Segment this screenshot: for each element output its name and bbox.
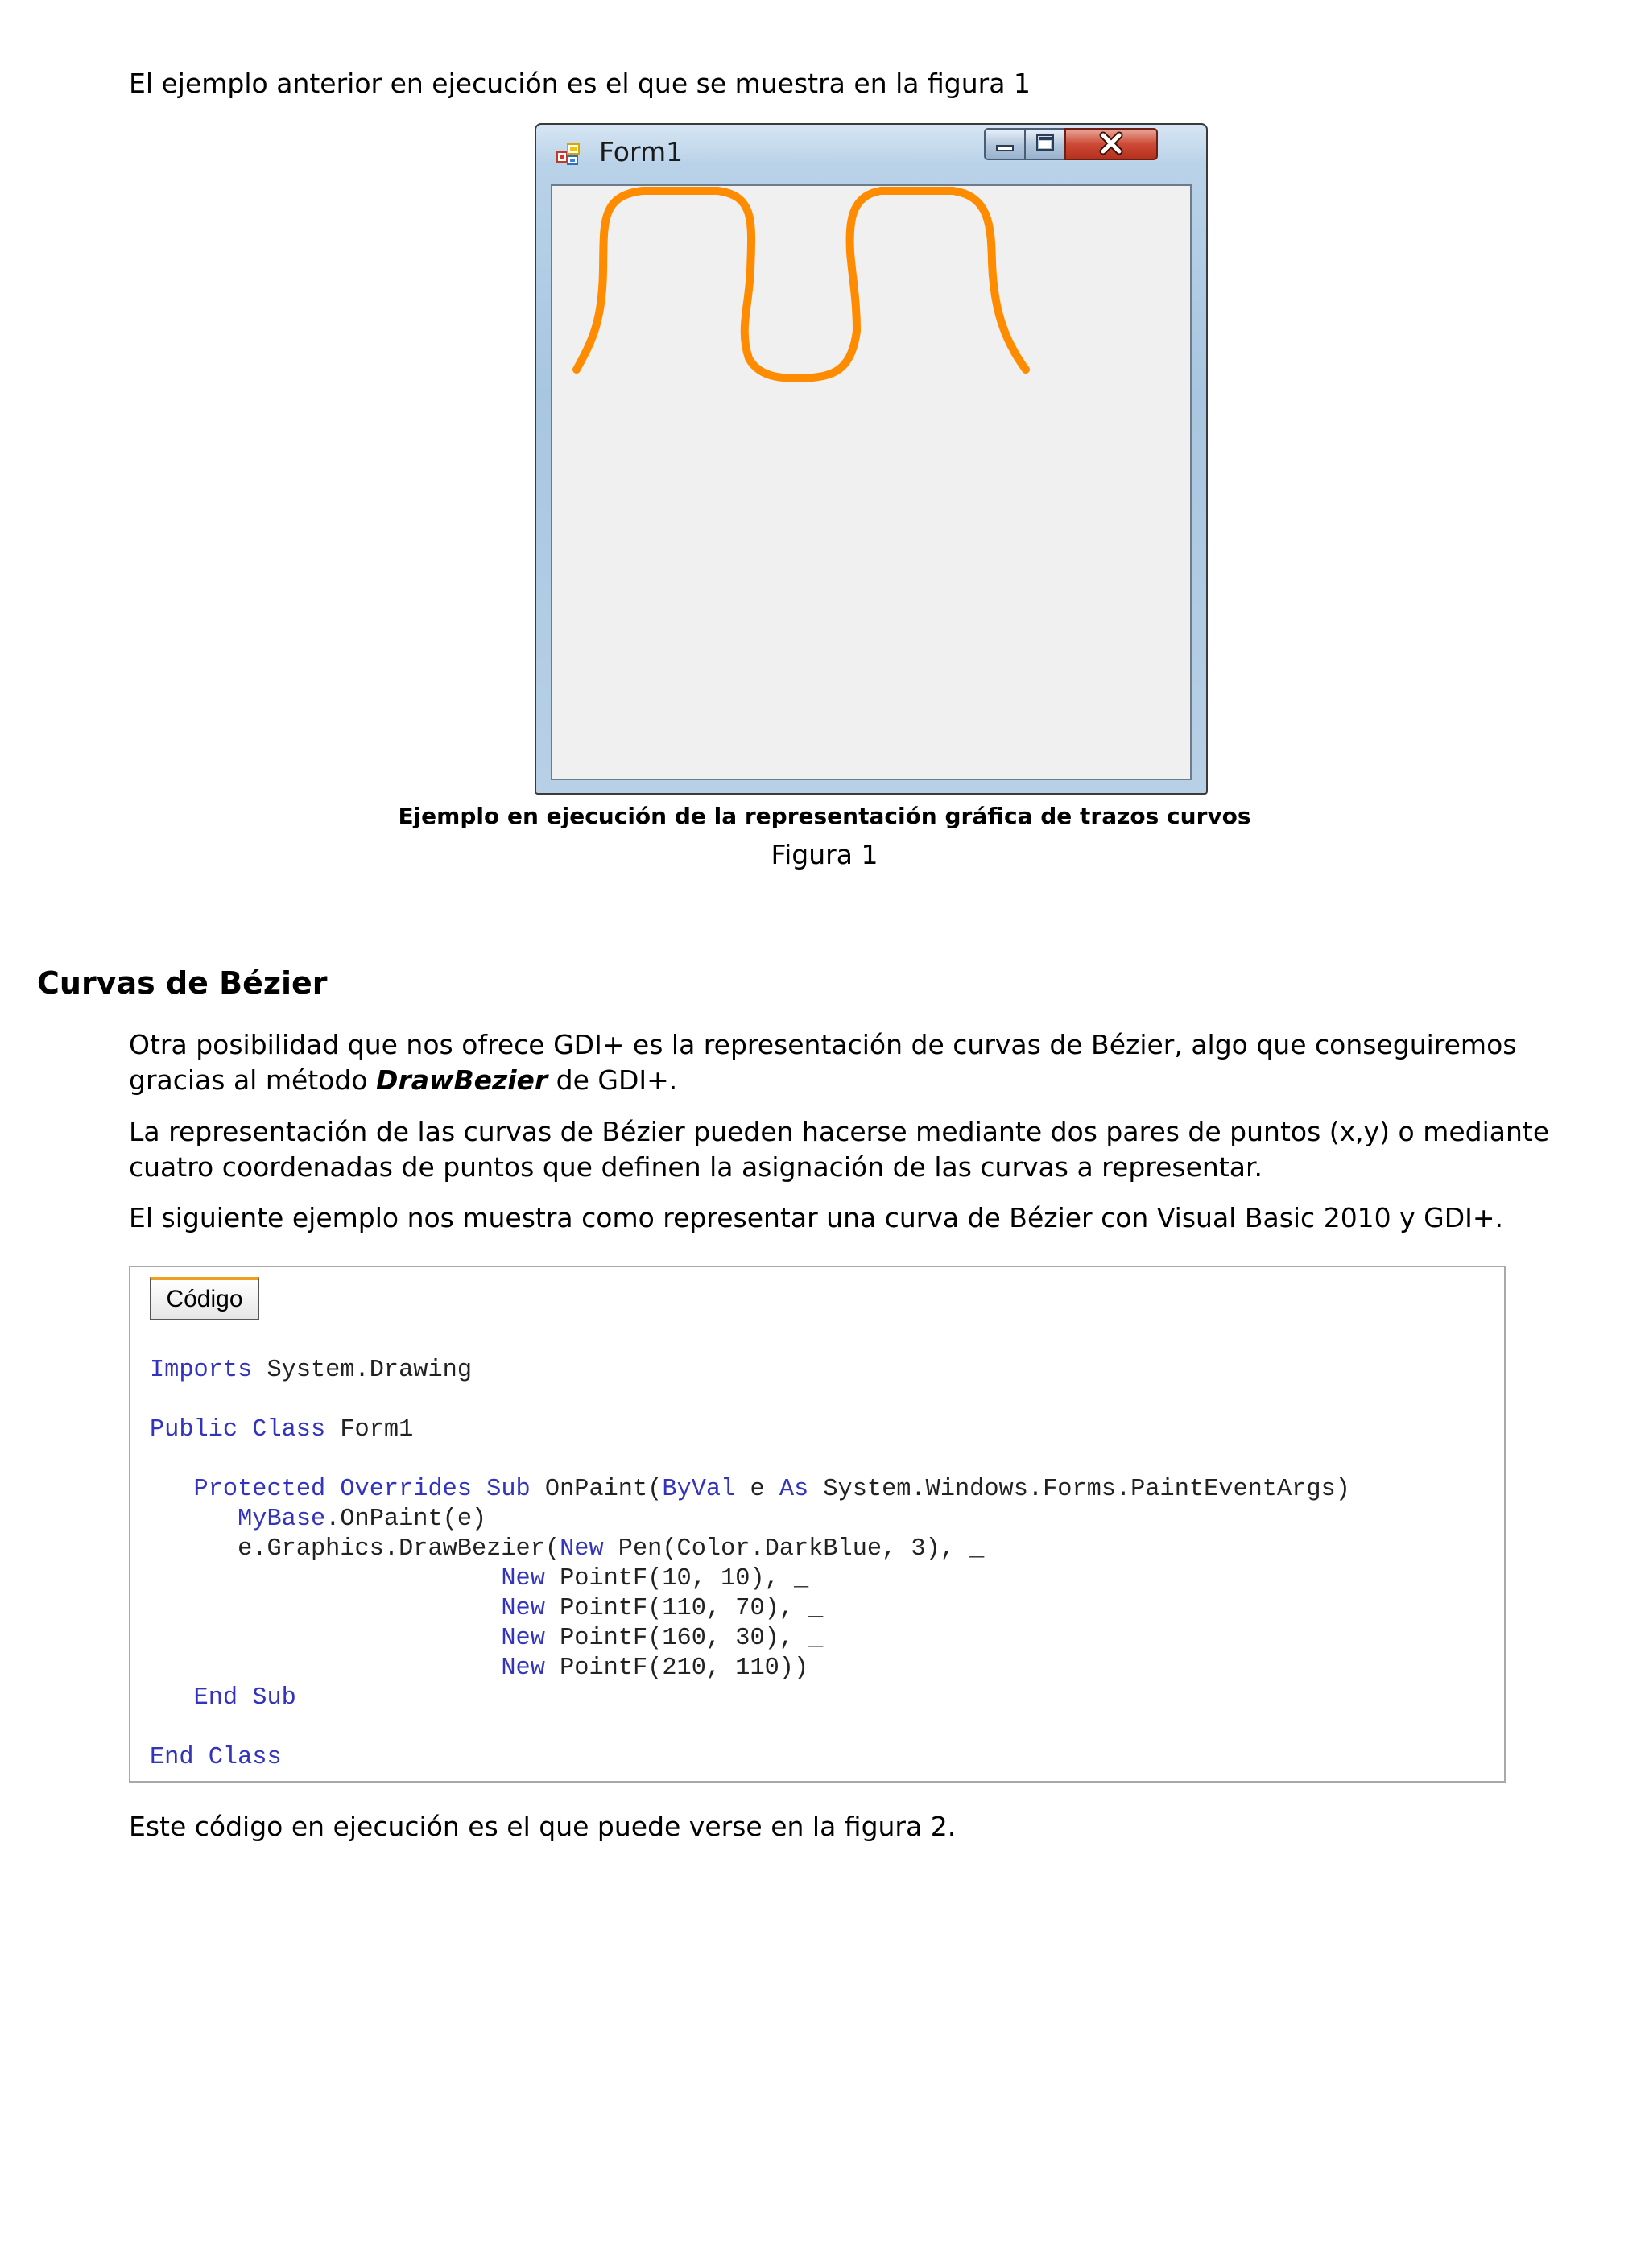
curve-drawing [552,186,1190,779]
code-keyword: MyBase [238,1506,326,1533]
code-text [150,1565,501,1593]
code-line [150,1624,1350,1654]
maximize-button[interactable] [1024,128,1066,160]
code-text [150,1506,238,1533]
form-app-icon [556,143,581,167]
code-text: System.Drawing [252,1357,472,1384]
code-line [150,1445,1350,1475]
paragraph-2-line-1: La representación de las curvas de Bézier pueden hacerse mediante dos pares de puntos (x,y) o mediante [129,1116,1550,1147]
code-keyword: Protected Overrides Sub [193,1476,531,1503]
code-text: e.Graphics.DrawBezier( [150,1535,560,1563]
code-line [150,1683,1350,1713]
code-line [150,1594,1350,1624]
code-line [150,1505,1350,1535]
orange-curve-stroke [577,191,1026,378]
code-text: PointF(10, 10), _ [544,1565,809,1593]
code-line [150,1743,1350,1773]
code-text: System.Windows.Forms.PaintEventArgs) [808,1476,1350,1503]
paragraph-2-line-2: cuatro coordenadas de puntos que definen la asignación de las curvas a representar. [129,1151,1263,1183]
code-listing [150,1356,1350,1773]
paragraph-1-text: gracias al método [129,1064,377,1096]
code-text: OnPaint( [530,1476,663,1503]
code-text: PointF(160, 30), _ [544,1625,824,1652]
code-text: e [735,1476,779,1503]
code-line [150,1415,1350,1445]
code-keyword: End Sub [193,1684,296,1712]
code-keyword: New [501,1625,545,1652]
code-keyword: As [779,1476,809,1503]
outro-paragraph: Este código en ejecución es el que puede verse en la figura 2. [129,1811,957,1842]
minimize-button[interactable] [984,128,1026,160]
code-keyword: New [560,1535,604,1563]
code-text [150,1684,194,1712]
paragraph-1-text-end: de GDI+. [548,1064,678,1096]
minimize-icon [986,130,1024,159]
close-icon [1066,130,1156,159]
code-keyword: End Class [150,1744,282,1771]
paragraph-1-line-2 [129,1063,677,1098]
figure-caption: Ejemplo en ejecución de la representación gráfica de trazos curvos [398,803,1251,829]
close-button[interactable] [1064,128,1158,160]
code-tab-label: Código [166,1286,243,1312]
code-line [150,1654,1350,1683]
code-text [150,1655,501,1682]
paragraph-3: El siguiente ejemplo nos muestra como representar una curva de Bézier con Visual Basic 2010 y GDI+. [129,1202,1504,1233]
code-line [150,1356,1350,1386]
code-keyword: Public Class [150,1416,326,1444]
code-line [150,1564,1350,1594]
code-text [150,1476,194,1503]
code-text: PointF(110, 70), _ [544,1595,824,1622]
code-text: Pen(Color.DarkBlue, 3), _ [603,1535,985,1563]
window-titlebar[interactable] [536,125,1206,176]
maximize-icon [1026,130,1064,159]
code-keyword: New [501,1655,545,1682]
code-line [150,1475,1350,1505]
method-name: DrawBezier [376,1064,548,1096]
code-tab[interactable] [150,1277,259,1320]
code-text: Form1 [325,1416,414,1444]
code-line [150,1535,1350,1564]
section-heading: Curvas de Bézier [37,965,328,1001]
figure-label: Figura 1 [771,839,878,870]
code-text [150,1595,501,1622]
code-text: PointF(210, 110)) [544,1655,809,1682]
window-title: Form1 [599,136,684,167]
intro-paragraph: El ejemplo anterior en ejecución es el que se muestra en la figura 1 [129,68,1031,99]
paragraph-1-line-1: Otra posibilidad que nos ofrece GDI+ es la representación de curvas de Bézier, algo que conseguiremos [129,1029,1517,1060]
form1-window [535,123,1208,795]
code-line [150,1386,1350,1415]
code-keyword: ByVal [662,1476,736,1503]
code-keyword: Imports [150,1357,253,1384]
code-keyword: New [501,1565,545,1593]
code-text: .OnPaint(e) [325,1506,487,1533]
code-block [129,1266,1506,1783]
code-keyword: New [501,1595,545,1622]
code-line [150,1713,1350,1743]
code-text [150,1625,501,1652]
form-client-area [551,184,1192,780]
